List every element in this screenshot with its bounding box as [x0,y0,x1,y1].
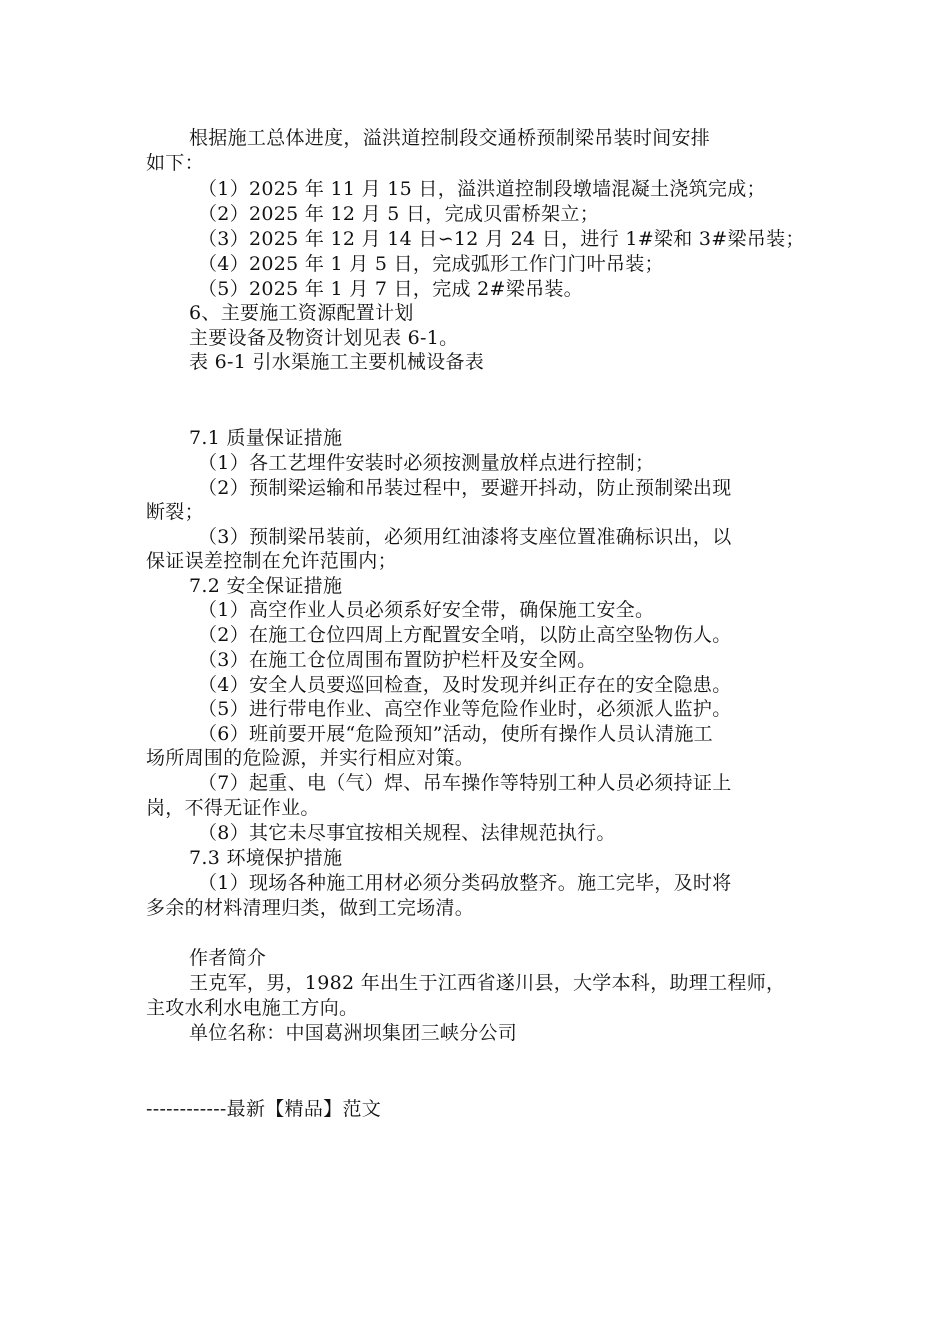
schedule-intro-continued: 如下： [146,152,204,174]
author-bio-continued: 主攻水利水电施工方向。 [146,997,359,1019]
schedule-item-3: （3）2025 年 12 月 14 日∽12 月 24 日，进行 1#梁和 3#梁吊装； [198,228,805,250]
schedule-item-5: （5）2025 年 1 月 7 日，完成 2#梁吊装。 [198,278,583,300]
safety-item-8: （8）其它未尽事宜按相关规程、法律规范执行。 [198,822,616,844]
safety-item-1: （1）高空作业人员必须系好安全带，确保施工安全。 [198,599,655,621]
quality-item-3: （3）预制梁吊装前，必须用红油漆将支座位置准确标识出，以 [198,526,732,548]
author-heading: 作者简介 [189,947,267,969]
safety-item-5: （5）进行带电作业、高空作业等危险作业时，必须派人监护。 [198,698,732,720]
author-unit: 单位名称：中国葛洲坝集团三峡分公司 [189,1022,518,1044]
safety-heading: 7.2 安全保证措施 [189,575,343,597]
safety-item-7: （7）起重、电（气）焊、吊车操作等特别工种人员必须持证上 [198,772,732,794]
schedule-intro: 根据施工总体进度，溢洪道控制段交通桥预制梁吊装时间安排 [189,127,711,149]
env-heading: 7.3 环境保护措施 [189,847,343,869]
schedule-item-1: （1）2025 年 11 月 15 日，溢洪道控制段墩墙混凝土浇筑完成； [198,178,766,200]
quality-item-1: （1）各工艺埋件安装时必须按测量放样点进行控制； [198,452,655,474]
safety-item-3: （3）在施工仓位周围布置防护栏杆及安全网。 [198,649,597,671]
schedule-item-2: （2）2025 年 12 月 5 日，完成贝雷桥架立； [198,203,600,225]
quality-item-2: （2）预制梁运输和吊装过程中，要避开抖动，防止预制梁出现 [198,477,732,499]
schedule-item-4: （4）2025 年 1 月 5 日，完成弧形工作门门叶吊装； [198,253,664,275]
safety-item-6-continued: 场所周围的危险源，并实行相应对策。 [146,747,475,769]
safety-item-6: （6）班前要开展“危险预知”活动，使所有操作人员认清施工 [198,723,713,745]
quality-heading: 7.1 质量保证措施 [189,427,343,449]
safety-item-7-continued: 岗，不得无证作业。 [146,797,320,819]
quality-item-3-continued: 保证误差控制在允许范围内； [146,550,397,572]
env-item-1-continued: 多余的材料清理归类，做到工完场清。 [146,897,475,919]
table-caption: 表 6-1 引水渠施工主要机械设备表 [189,351,485,373]
env-item-1: （1）现场各种施工用材必须分类码放整齐。施工完毕，及时将 [198,872,732,894]
section6-text: 主要设备及物资计划见表 6-1。 [189,327,459,349]
footer-text: ------------最新【精品】范文 [146,1098,382,1120]
safety-item-2: （2）在施工仓位四周上方配置安全哨，以防止高空坠物伤人。 [198,624,732,646]
author-bio: 王克军，男，1982 年出生于江西省遂川县，大学本科，助理工程师， [189,972,786,994]
section6-heading: 6、主要施工资源配置计划 [189,302,414,324]
quality-item-2-continued: 断裂； [146,501,204,523]
safety-item-4: （4）安全人员要巡回检查，及时发现并纠正存在的安全隐患。 [198,674,732,696]
